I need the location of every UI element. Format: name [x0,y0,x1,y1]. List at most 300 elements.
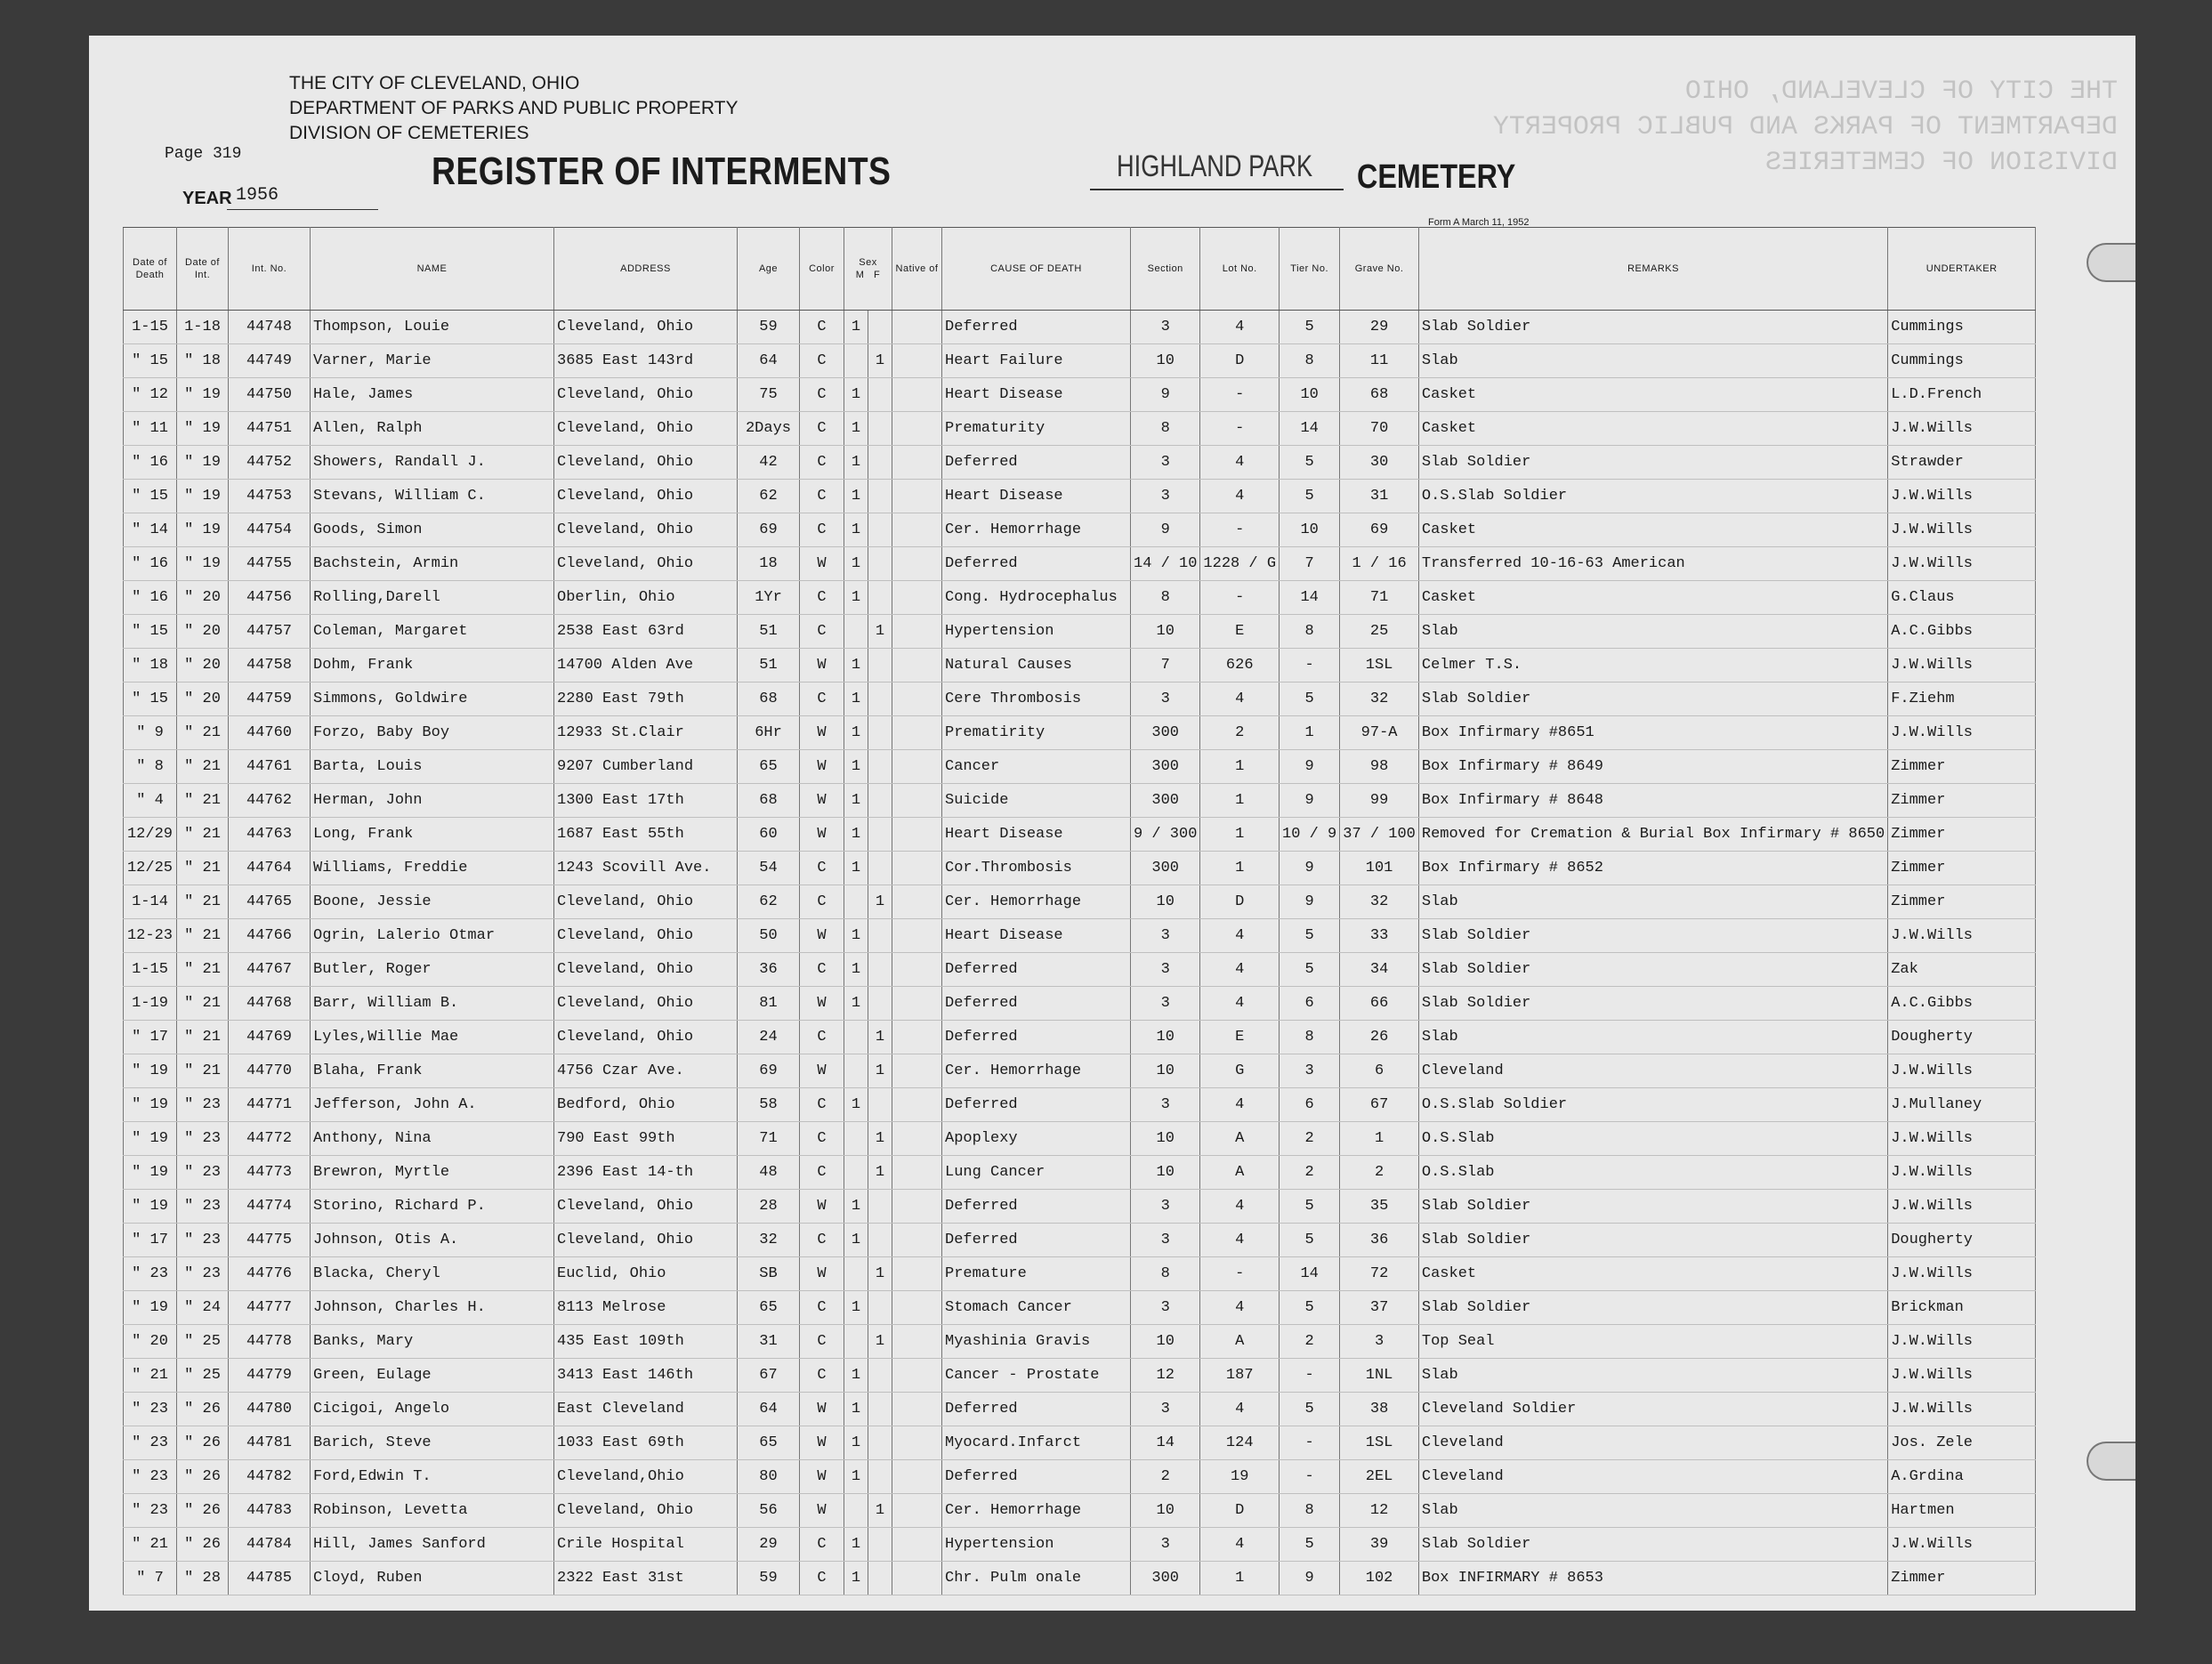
cell-cause: Cer. Hemorrhage [942,885,1131,919]
cell-age: 65 [738,750,800,784]
year-value: 1956 [236,185,279,206]
cell-age: 51 [738,615,800,649]
cell-sec: 10 [1131,1325,1200,1359]
cell-rem: Slab Soldier [1418,311,1887,344]
cell-age: 64 [738,1393,800,1426]
cell-m [844,1054,868,1088]
cell-rem: Casket [1418,581,1887,615]
cell-und: J.W.Wills [1888,1122,2036,1156]
cell-dd: " 9 [124,716,177,750]
cell-native [892,1291,942,1325]
cell-dd: " 11 [124,412,177,446]
cell-no: 44752 [229,446,311,480]
cell-grave: 1 / 16 [1340,547,1419,581]
cell-m: 1 [844,547,868,581]
cell-di: " 20 [177,683,229,716]
cell-native [892,784,942,818]
cell-color: C [800,852,844,885]
cell-cause: Heart Disease [942,378,1131,412]
cemetery-label: CEMETERY [1357,158,1516,196]
cell-lot: E [1200,615,1280,649]
department-line: DEPARTMENT OF PARKS AND PUBLIC PROPERTY [289,98,739,118]
cell-rem: Slab Soldier [1418,1291,1887,1325]
table-row [124,784,2036,818]
cell-color: C [800,480,844,513]
cell-name: Coleman, Margaret [311,615,554,649]
cell-age: 71 [738,1122,800,1156]
cell-grave: 26 [1340,1021,1419,1054]
cell-age: 24 [738,1021,800,1054]
table-row [124,1325,2036,1359]
cell-color: W [800,649,844,683]
cell-no: 44766 [229,919,311,953]
cell-dd: " 19 [124,1291,177,1325]
cell-m: 1 [844,1562,868,1595]
cell-native [892,1156,942,1190]
cell-f: 1 [868,1021,892,1054]
cell-cause: Lung Cancer [942,1156,1131,1190]
cell-lot: A [1200,1122,1280,1156]
cell-tier: 9 [1280,1562,1340,1595]
cell-m: 1 [844,1190,868,1224]
cell-sec: 3 [1131,446,1200,480]
cell-name: Herman, John [311,784,554,818]
cell-addr: Cleveland, Ohio [554,311,738,344]
cell-m: 1 [844,649,868,683]
cell-di: " 21 [177,716,229,750]
cell-no: 44749 [229,344,311,378]
table-row [124,885,2036,919]
cell-cause: Deferred [942,1021,1131,1054]
cell-age: 50 [738,919,800,953]
cell-tier: 5 [1280,1224,1340,1257]
cell-und: Zimmer [1888,885,2036,919]
col-sex-m: M [855,270,865,280]
table-row [124,1562,2036,1595]
cell-di: " 19 [177,547,229,581]
cell-addr: 2396 East 14-th [554,1156,738,1190]
cell-di: " 19 [177,412,229,446]
col-tier: Tier No. [1280,228,1340,311]
cell-no: 44754 [229,513,311,547]
cell-sec: 14 / 10 [1131,547,1200,581]
cell-rem: Box Infirmary # 8649 [1418,750,1887,784]
cell-m: 1 [844,818,868,852]
cell-lot: A [1200,1156,1280,1190]
cell-und: Strawder [1888,446,2036,480]
cell-tier: - [1280,1359,1340,1393]
cell-tier: 10 [1280,378,1340,412]
cell-dd: 1-15 [124,311,177,344]
cell-di: " 21 [177,919,229,953]
cell-addr: 435 East 109th [554,1325,738,1359]
cell-di: " 23 [177,1122,229,1156]
division-line: DIVISION OF CEMETERIES [289,123,529,143]
cell-m: 1 [844,750,868,784]
cell-dd: " 17 [124,1224,177,1257]
cell-addr: 14700 Alden Ave [554,649,738,683]
cell-color: W [800,1054,844,1088]
cell-tier: 14 [1280,412,1340,446]
cell-und: Cummings [1888,311,2036,344]
cell-sec: 300 [1131,1562,1200,1595]
cell-name: Cicigoi, Angelo [311,1393,554,1426]
cell-m: 1 [844,716,868,750]
col-sex [844,228,892,311]
cell-di: " 23 [177,1088,229,1122]
cell-lot: 1 [1200,1562,1280,1595]
cell-sec: 3 [1131,683,1200,716]
cell-m [844,1257,868,1291]
cell-dd: " 12 [124,378,177,412]
cell-color: W [800,1393,844,1426]
cell-cause: Prematurity [942,412,1131,446]
col-sex-f: F [874,270,881,280]
cell-lot: 1 [1200,784,1280,818]
cell-tier: 2 [1280,1325,1340,1359]
table-row [124,1291,2036,1325]
cell-no: 44775 [229,1224,311,1257]
cell-und: J.W.Wills [1888,716,2036,750]
cell-sec: 300 [1131,852,1200,885]
cell-und: Jos. Zele [1888,1426,2036,1460]
cell-no: 44785 [229,1562,311,1595]
cell-di: " 21 [177,953,229,987]
cell-no: 44776 [229,1257,311,1291]
cell-tier: 9 [1280,885,1340,919]
cell-di: " 28 [177,1562,229,1595]
cell-sec: 9 [1131,513,1200,547]
cell-tier: 5 [1280,480,1340,513]
cell-name: Barr, William B. [311,987,554,1021]
cell-sec: 8 [1131,412,1200,446]
cell-addr: Cleveland, Ohio [554,1190,738,1224]
cell-no: 44778 [229,1325,311,1359]
cell-native [892,311,942,344]
cell-und: J.W.Wills [1888,919,2036,953]
cell-native [892,1088,942,1122]
cell-und: Zimmer [1888,852,2036,885]
cell-lot: 124 [1200,1426,1280,1460]
table-row [124,1156,2036,1190]
cell-tier: 7 [1280,547,1340,581]
cell-addr: Cleveland, Ohio [554,987,738,1021]
cell-di: " 21 [177,987,229,1021]
cell-und: J.W.Wills [1888,1190,2036,1224]
cell-m [844,885,868,919]
cell-f [868,919,892,953]
cell-rem: Slab [1418,615,1887,649]
cell-name: Johnson, Charles H. [311,1291,554,1325]
cell-rem: Box Infirmary # 8648 [1418,784,1887,818]
cell-addr: 1300 East 17th [554,784,738,818]
cell-lot: - [1200,581,1280,615]
cell-und: A.Grdina [1888,1460,2036,1494]
cell-grave: 11 [1340,344,1419,378]
binder-ring-bottom [2087,1442,2135,1481]
cell-f [868,513,892,547]
cell-addr: Crile Hospital [554,1528,738,1562]
cell-lot: A [1200,1325,1280,1359]
table-row [124,547,2036,581]
cell-grave: 25 [1340,615,1419,649]
cell-rem: Cleveland Soldier [1418,1393,1887,1426]
cell-age: 56 [738,1494,800,1528]
cell-dd: " 7 [124,1562,177,1595]
cell-rem: Casket [1418,513,1887,547]
col-int-no: Int. No. [229,228,311,311]
cell-di: " 21 [177,784,229,818]
cell-tier: 9 [1280,784,1340,818]
year-underline [227,209,378,210]
cell-und: J.W.Wills [1888,412,2036,446]
cell-age: 75 [738,378,800,412]
col-date-int: Date of Int. [177,228,229,311]
cell-native [892,412,942,446]
table-row [124,1426,2036,1460]
cell-cause: Deferred [942,1460,1131,1494]
cell-no: 44759 [229,683,311,716]
cell-addr: 790 East 99th [554,1122,738,1156]
bleed-department: DEPARTMENT OF PARKS AND PUBLIC PROPERTY [1492,112,2118,142]
cell-dd: " 15 [124,615,177,649]
cell-grave: 97-A [1340,716,1419,750]
cell-grave: 35 [1340,1190,1419,1224]
cell-name: Johnson, Otis A. [311,1224,554,1257]
cell-color: C [800,1359,844,1393]
cell-f [868,716,892,750]
cell-addr: 4756 Czar Ave. [554,1054,738,1088]
city-line: THE CITY OF CLEVELAND, OHIO [289,73,580,93]
col-native: Native of [892,228,942,311]
cell-age: 2Days [738,412,800,446]
cell-lot: - [1200,412,1280,446]
cell-color: W [800,987,844,1021]
cell-addr: 2538 East 63rd [554,615,738,649]
cell-sec: 10 [1131,615,1200,649]
cell-cause: Deferred [942,446,1131,480]
cell-age: 67 [738,1359,800,1393]
cell-no: 44753 [229,480,311,513]
cell-color: W [800,547,844,581]
cell-sec: 3 [1131,987,1200,1021]
cell-age: 80 [738,1460,800,1494]
cell-tier: - [1280,1426,1340,1460]
cell-sec: 8 [1131,581,1200,615]
cell-und: Hartmen [1888,1494,2036,1528]
cell-und: Zimmer [1888,784,2036,818]
cell-und: J.Mullaney [1888,1088,2036,1122]
cell-f [868,1088,892,1122]
table-row [124,1088,2036,1122]
cell-dd: " 14 [124,513,177,547]
cell-di: " 23 [177,1257,229,1291]
cell-grave: 1SL [1340,649,1419,683]
table-header-row [124,228,2036,311]
cell-sec: 3 [1131,311,1200,344]
cell-grave: 36 [1340,1224,1419,1257]
cell-und: Zak [1888,953,2036,987]
cell-sec: 3 [1131,1088,1200,1122]
cell-cause: Stomach Cancer [942,1291,1131,1325]
col-name: NAME [311,228,554,311]
cell-di: " 26 [177,1393,229,1426]
cell-di: " 19 [177,446,229,480]
table-row [124,953,2036,987]
cell-tier: - [1280,1460,1340,1494]
cell-no: 44765 [229,885,311,919]
cell-di: " 20 [177,615,229,649]
cell-tier: 5 [1280,446,1340,480]
cell-grave: 6 [1340,1054,1419,1088]
cell-name: Boone, Jessie [311,885,554,919]
cell-native [892,1224,942,1257]
cell-cause: Natural Causes [942,649,1131,683]
cell-age: 81 [738,987,800,1021]
cell-addr: 9207 Cumberland [554,750,738,784]
cell-f: 1 [868,1494,892,1528]
cell-addr: Cleveland, Ohio [554,1494,738,1528]
cell-lot: G [1200,1054,1280,1088]
cell-m [844,1494,868,1528]
cell-dd: 1-19 [124,987,177,1021]
cell-tier: 10 [1280,513,1340,547]
cell-f [868,1460,892,1494]
cell-rem: Celmer T.S. [1418,649,1887,683]
cell-f [868,311,892,344]
cell-und: J.W.Wills [1888,1393,2036,1426]
cell-tier: 2 [1280,1156,1340,1190]
cell-name: Anthony, Nina [311,1122,554,1156]
cell-lot: 1 [1200,818,1280,852]
col-grave: Grave No. [1340,228,1419,311]
cell-m: 1 [844,311,868,344]
cell-m [844,615,868,649]
cell-rem: Slab Soldier [1418,1190,1887,1224]
cell-no: 44760 [229,716,311,750]
cell-name: Simmons, Goldwire [311,683,554,716]
cell-lot: 2 [1200,716,1280,750]
cell-di: " 19 [177,513,229,547]
cell-und: J.W.Wills [1888,1156,2036,1190]
cell-dd: " 17 [124,1021,177,1054]
cell-und: J.W.Wills [1888,547,2036,581]
cell-cause: Deferred [942,1224,1131,1257]
cell-di: " 25 [177,1325,229,1359]
cell-tier: 8 [1280,1494,1340,1528]
cell-color: W [800,1190,844,1224]
cell-sec: 10 [1131,1122,1200,1156]
cell-name: Goods, Simon [311,513,554,547]
cell-grave: 39 [1340,1528,1419,1562]
cemetery-name: HIGHLAND PARK [1117,149,1313,183]
col-color: Color [800,228,844,311]
cell-color: C [800,378,844,412]
cell-di: 1-18 [177,311,229,344]
cell-tier: 5 [1280,683,1340,716]
cell-lot: D [1200,885,1280,919]
cell-dd: " 23 [124,1257,177,1291]
table-row [124,378,2036,412]
cell-tier: 3 [1280,1054,1340,1088]
cell-m: 1 [844,1426,868,1460]
cell-sec: 2 [1131,1460,1200,1494]
cell-cause: Hypertension [942,1528,1131,1562]
cell-addr: 3685 East 143rd [554,344,738,378]
cell-addr: Cleveland, Ohio [554,547,738,581]
cell-tier: 5 [1280,1393,1340,1426]
cell-native [892,513,942,547]
cell-grave: 70 [1340,412,1419,446]
cell-color: W [800,1460,844,1494]
cell-age: 65 [738,1426,800,1460]
cell-lot: 19 [1200,1460,1280,1494]
cell-name: Ogrin, Lalerio Otmar [311,919,554,953]
cell-age: 42 [738,446,800,480]
cell-sec: 3 [1131,480,1200,513]
cell-und: Zimmer [1888,1562,2036,1595]
cell-di: " 19 [177,378,229,412]
cell-lot: - [1200,513,1280,547]
cell-grave: 1NL [1340,1359,1419,1393]
cell-rem: Slab Soldier [1418,987,1887,1021]
cell-m: 1 [844,919,868,953]
cell-m [844,1325,868,1359]
cell-name: Jefferson, John A. [311,1088,554,1122]
cell-sec: 10 [1131,885,1200,919]
cell-native [892,1021,942,1054]
cell-color: W [800,1494,844,1528]
cell-color: W [800,1426,844,1460]
cell-sec: 300 [1131,784,1200,818]
cell-name: Blacka, Cheryl [311,1257,554,1291]
cell-native [892,1562,942,1595]
cell-addr: Cleveland, Ohio [554,513,738,547]
table-row [124,446,2036,480]
cell-name: Dohm, Frank [311,649,554,683]
cell-grave: 99 [1340,784,1419,818]
cell-m: 1 [844,1088,868,1122]
cell-sec: 3 [1131,953,1200,987]
cell-rem: Removed for Cremation & Burial Box Infirmary # 8650 [1418,818,1887,852]
cell-native [892,852,942,885]
table-row [124,1224,2036,1257]
cell-rem: Slab [1418,885,1887,919]
cell-color: W [800,1257,844,1291]
cell-f [868,1291,892,1325]
cell-sec: 14 [1131,1426,1200,1460]
cell-lot: D [1200,344,1280,378]
table-row [124,683,2036,716]
cell-und: Dougherty [1888,1021,2036,1054]
cell-addr: Cleveland, Ohio [554,919,738,953]
cell-f [868,1393,892,1426]
cell-age: 68 [738,784,800,818]
cell-cause: Deferred [942,953,1131,987]
cell-no: 44748 [229,311,311,344]
cell-dd: " 19 [124,1190,177,1224]
cell-m: 1 [844,953,868,987]
cell-m: 1 [844,852,868,885]
cell-tier: 1 [1280,716,1340,750]
cell-no: 44757 [229,615,311,649]
cell-di: " 26 [177,1460,229,1494]
cell-no: 44762 [229,784,311,818]
cell-native [892,1426,942,1460]
cell-dd: 12-23 [124,919,177,953]
cell-tier: 14 [1280,581,1340,615]
cell-lot: 1 [1200,852,1280,885]
